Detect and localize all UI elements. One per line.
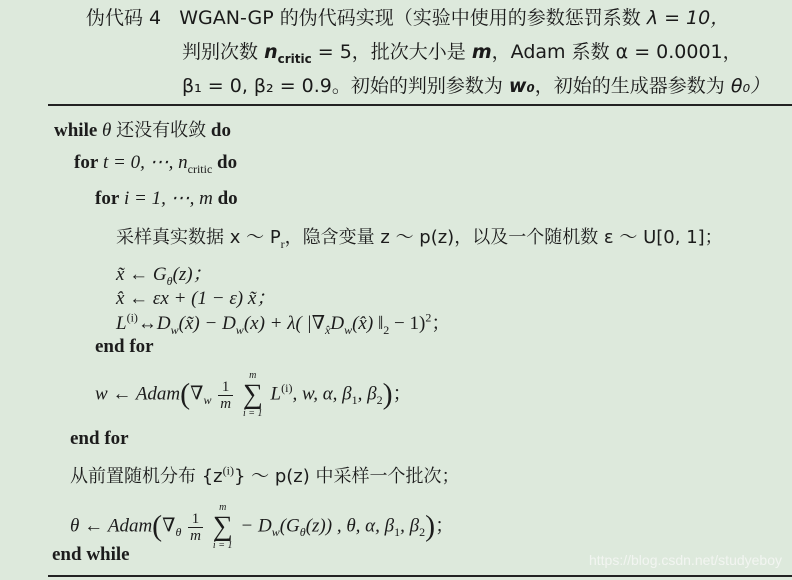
summation: m ∑ i = 1 [212,502,233,551]
caption-line-3: β₁ = 0, β₂ = 0.9。初始的判别参数为 w₀，初始的生成器参数为 θ₀） [182,75,770,97]
caption-line-2: 判别次数 $n_{critic} = 5$，批次大小是 m，Adam 系数 α = 0.0001， [182,41,742,66]
for-batch-line: for i = 1, ⋯, m do [95,188,238,209]
for-critic-line: for t = 0, ⋯, $n_{critic}$ do [74,152,238,176]
top-rule [48,104,792,106]
fraction: $\frac{1}{m}$ [220,378,232,412]
loss-line: $L^{(i)}\leftrightarrow D_w(x̃) - D_w(x) + \lambda$( $|\nabla_{x̂}D_w(x̂)$ $‖_2 - 1)^2$； [116,310,451,337]
while-line: while θ 还没有收敛 do [54,120,231,141]
end-for-inner: end for [95,336,154,357]
end-for-outer: end for [70,428,129,449]
bottom-rule [48,575,792,577]
fraction: $\frac{1}{m}$ [190,510,201,544]
end-while: end while [52,544,130,565]
interpolate-line: x̂ ← εx + (1 − ε) x̃； [116,288,276,309]
watermark: https://blog.csdn.net/studyeboy [588,552,782,568]
generator-update-line: θ ← $Adam(\nabla_\theta$ $\frac{1}{m}$ m ∑ i = 1 − $D_w(G_\theta(z))$ , θ, α, $\beta_1$, $\beta_2$)； [70,502,455,551]
caption-line-1: 伪代码 4 WGAN-GP 的伪代码实现（实验中使用的参数惩罚系数 λ = 10， [86,7,730,29]
summation: m ∑ i = 1 [242,370,263,419]
sample-line: 采样真实数据 x ～ $P_r$，隐含变量 z ～ p(z)，以及一个随机数 ε ～ U[0, 1]； [116,227,723,251]
sample-batch-line: 从前置随机分布 $\{z^{(i)}\}$ ～ p(z) 中采样一个批次； [70,463,460,487]
generate-line: x̃ ← $G_\theta(z)$； [116,264,212,288]
critic-update-line: w ← $Adam(\nabla_w$ $\frac{1}{m}$ m ∑ i = 1 $L^{(i)}$, w, α, $\beta_1$, $\beta_2$)； [95,370,412,419]
